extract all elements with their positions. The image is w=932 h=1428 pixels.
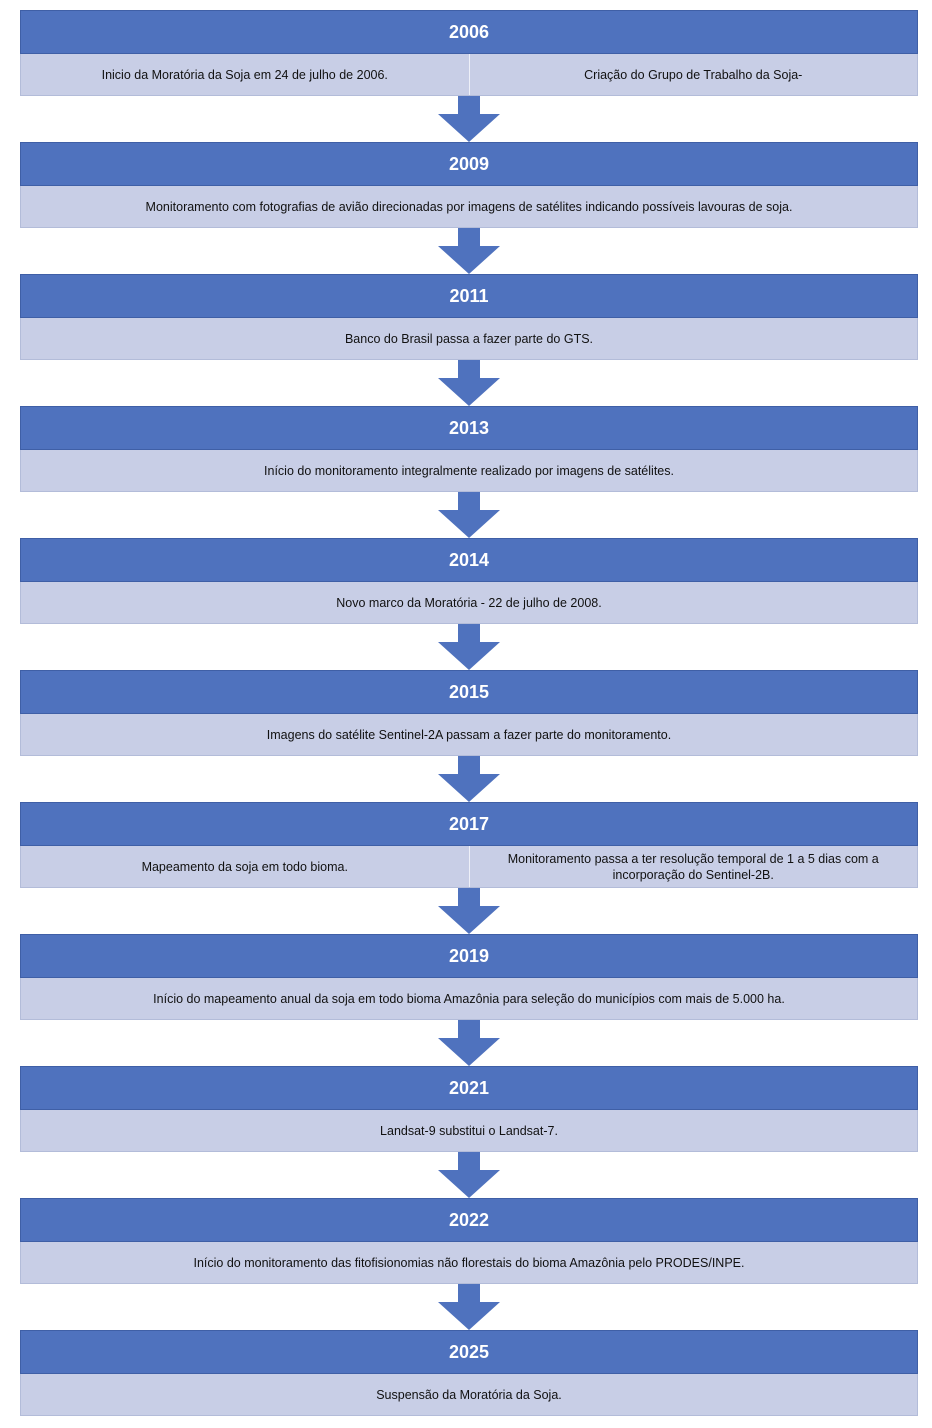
event-text: Landsat-9 substitui o Landsat-7. (380, 1123, 558, 1138)
timeline-block (20, 1198, 918, 1284)
year-header: 2022 (20, 1198, 918, 1242)
event-row (20, 186, 918, 228)
event-row (20, 978, 918, 1020)
event-row (20, 1374, 918, 1416)
year-header: 2015 (20, 670, 918, 714)
timeline-block (20, 1330, 918, 1416)
year-header: 2019 (20, 934, 918, 978)
down-arrow-icon (438, 360, 500, 406)
down-arrow-icon (438, 1284, 500, 1330)
event-text: Monitoramento passa a ter resolução temporal de 1 a 5 dias com a incorporação do Sentinel-2B. (469, 846, 918, 887)
event-row (20, 318, 918, 360)
event-text: Início do monitoramento integralmente realizado por imagens de satélites. (264, 463, 674, 478)
timeline-block (20, 406, 918, 492)
down-arrow-icon (438, 492, 500, 538)
timeline-block (20, 274, 918, 360)
down-arrow-icon (438, 756, 500, 802)
timeline-block (20, 670, 918, 756)
down-arrow-icon (438, 624, 500, 670)
down-arrow-icon (438, 1152, 500, 1198)
year-header: 2011 (20, 274, 918, 318)
down-arrow-icon (438, 228, 500, 274)
timeline-block (20, 1066, 918, 1152)
event-text: Novo marco da Moratória - 22 de julho de 2008. (336, 595, 602, 610)
event-row (20, 846, 918, 888)
event-row (20, 450, 918, 492)
timeline-block (20, 538, 918, 624)
year-header: 2009 (20, 142, 918, 186)
timeline-block (20, 142, 918, 228)
event-text: Início do mapeamento anual da soja em todo bioma Amazônia para seleção do municípios com mais de 5.000 ha. (153, 991, 785, 1006)
event-text: Imagens do satélite Sentinel-2A passam a fazer parte do monitoramento. (266, 727, 672, 742)
timeline-block (20, 802, 918, 888)
event-text: Banco do Brasil passa a fazer parte do GTS. (344, 331, 594, 346)
event-row (20, 582, 918, 624)
down-arrow-icon (438, 96, 500, 142)
year-header: 2014 (20, 538, 918, 582)
event-row (20, 1110, 918, 1152)
event-text: Criação do Grupo de Trabalho da Soja- (469, 54, 918, 95)
event-text: Monitoramento com fotografias de avião direcionadas por imagens de satélites indicando possíveis lavouras de soja. (145, 199, 793, 214)
year-header: 2021 (20, 1066, 918, 1110)
event-row (20, 54, 918, 96)
event-text: Mapeamento da soja em todo bioma. (141, 859, 348, 874)
timeline-block (20, 934, 918, 1020)
event-text: Suspensão da Moratória da Soja. (376, 1387, 562, 1402)
year-header: 2013 (20, 406, 918, 450)
down-arrow-icon (438, 888, 500, 934)
timeline-block (20, 10, 918, 96)
year-header: 2006 (20, 10, 918, 54)
year-header: 2017 (20, 802, 918, 846)
event-text: Início do monitoramento das fitofisionomias não florestais do bioma Amazônia pelo PRODES/INPE. (193, 1255, 745, 1270)
event-text: Inicio da Moratória da Soja em 24 de julho de 2006. (101, 67, 388, 82)
event-row (20, 714, 918, 756)
year-header: 2025 (20, 1330, 918, 1374)
down-arrow-icon (438, 1020, 500, 1066)
event-row (20, 1242, 918, 1284)
